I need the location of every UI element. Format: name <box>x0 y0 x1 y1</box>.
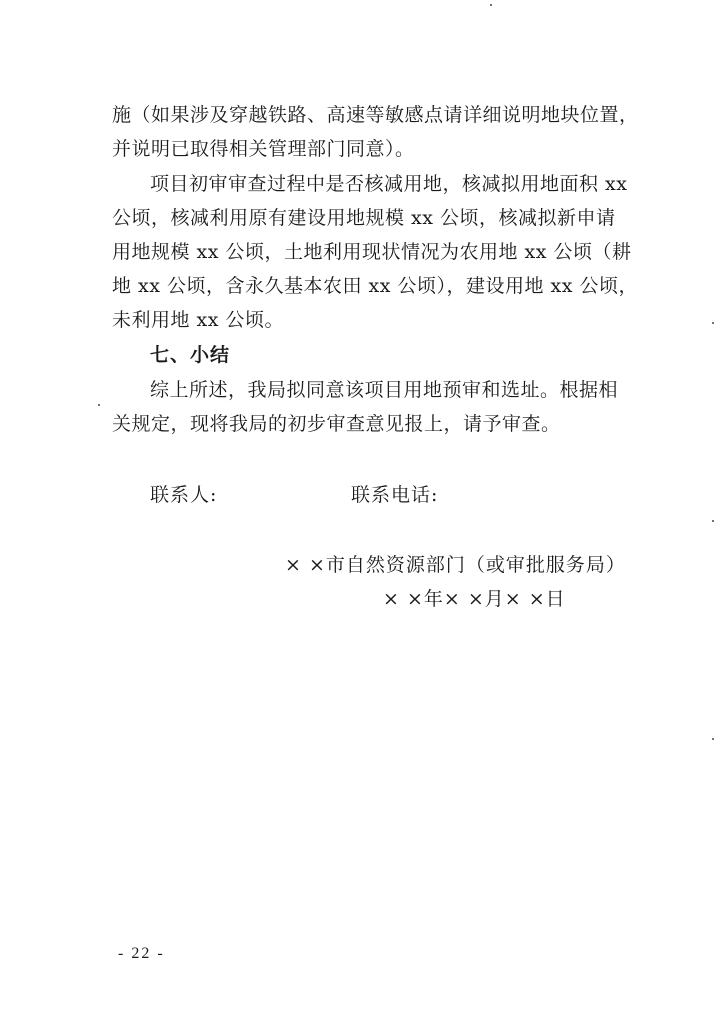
contact-phone-label: 联系电话: <box>351 484 439 506</box>
scan-speck <box>712 738 714 740</box>
paragraph-line: 公顷，核减利用原有建设用地规模 xx 公顷，核减拟新申请 <box>112 207 616 229</box>
summary-line: 综上所述，我局拟同意该项目用地预审和选址。根据相 <box>150 379 619 401</box>
summary-line: 关规定，现将我局的初步审查意见报上，请予审查。 <box>112 413 561 435</box>
page-number: - 22 - <box>118 945 165 962</box>
section-heading: 七、小结 <box>150 344 231 366</box>
paragraph-line: 地 xx 公顷，含永久基本农田 xx 公顷），建设用地 xx 公顷， <box>112 275 639 297</box>
contact-person-label: 联系人: <box>150 484 218 506</box>
scan-speck <box>490 4 492 6</box>
scan-speck <box>712 322 714 324</box>
paragraph-line: 施（如果涉及穿越铁路、高速等敏感点请详细说明地块位置， <box>112 104 639 126</box>
scan-speck <box>712 520 714 522</box>
paragraph-line: 项目初审审查过程中是否核减用地，核减拟用地面积 xx <box>150 173 628 195</box>
paragraph-line: 并说明已取得相关管理部门同意）。 <box>112 138 415 160</box>
signing-organization: × ×市自然资源部门（或审批服务局） <box>285 554 626 576</box>
paragraph-line: 未利用地 xx 公顷。 <box>112 309 285 331</box>
scan-speck <box>98 404 100 406</box>
paragraph-line: 用地规模 xx 公顷，土地利用现状情况为农用地 xx 公顷（耕 <box>112 241 632 263</box>
signing-date: × ×年× ×月× ×日 <box>383 588 566 610</box>
